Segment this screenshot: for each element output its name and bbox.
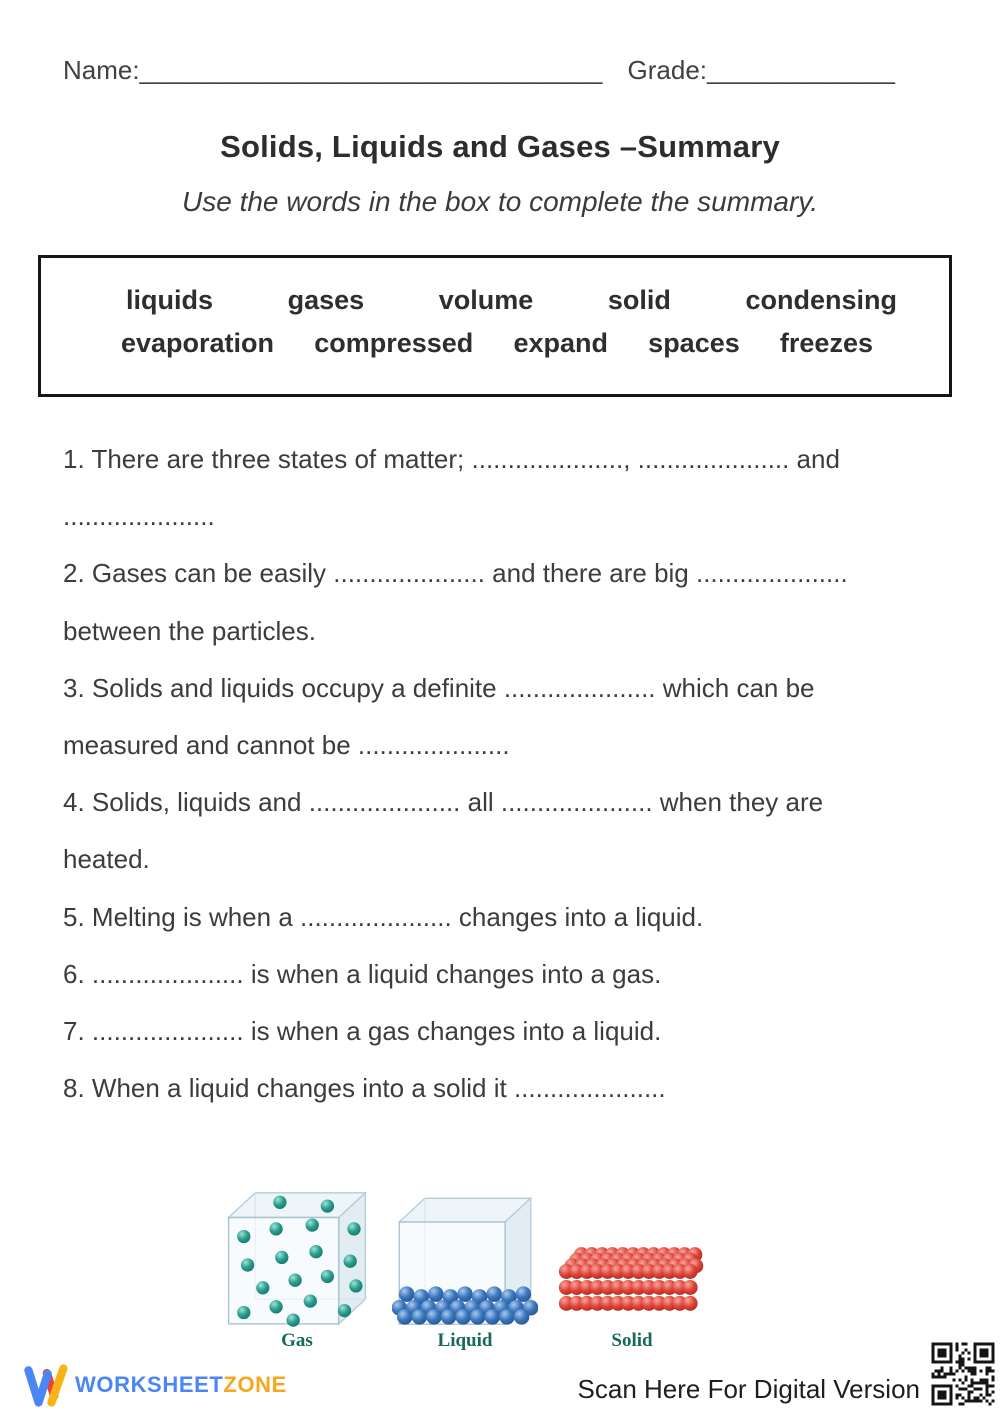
question-line: 3. Solids and liquids occupy a definite ..................... which can be xyxy=(63,672,815,703)
solid-particles-image xyxy=(557,1185,707,1328)
question-line: between the particles. xyxy=(63,615,316,646)
question-line: heated. xyxy=(63,844,150,875)
states-of-matter-diagram xyxy=(221,1183,707,1352)
word-bank-word: spaces xyxy=(648,328,740,358)
question-line: 8. When a liquid changes into a solid it ..................... xyxy=(63,1073,666,1104)
page-title: Solids, Liquids and Gases –Summary xyxy=(220,129,780,164)
word-bank-word: compressed xyxy=(314,328,474,358)
word-bank-word: liquids xyxy=(126,285,213,315)
question-line: 1. There are three states of matter; ....................., ..................... and xyxy=(63,444,840,474)
name-field xyxy=(63,55,602,86)
brand-name xyxy=(75,1374,287,1396)
gas-particles-image xyxy=(221,1183,373,1328)
qr-code-image xyxy=(929,1340,997,1408)
liquid-label: Liquid xyxy=(437,1330,493,1351)
name-label: Name: xyxy=(63,55,140,85)
name-blank-line: ________________________________ xyxy=(139,55,603,85)
word-bank-word: gases xyxy=(287,285,365,315)
question-line: 4. Solids, liquids and ..................... all ..................... when they are xyxy=(63,787,824,818)
word-bank-row-2 xyxy=(121,328,873,359)
qr-code xyxy=(929,1340,997,1408)
question-line: 2. Gases can be easily ..................... and there are big ..................... xyxy=(63,558,848,589)
header-row xyxy=(63,55,937,86)
worksheetzone-logo xyxy=(22,1362,287,1408)
gas-figure xyxy=(221,1183,373,1352)
grade-blank-line: _____________ xyxy=(707,55,895,85)
gas-label: Gas xyxy=(281,1330,313,1351)
word-bank-word: evaporation xyxy=(121,328,275,358)
brand-zone: ZONE xyxy=(223,1372,287,1397)
word-bank-box xyxy=(38,255,952,397)
word-bank-word: freezes xyxy=(779,328,873,358)
brand-worksheet: WORKSHEET xyxy=(75,1372,224,1397)
grade-field xyxy=(628,55,895,86)
liquid-particles-image xyxy=(392,1189,538,1328)
solid-label: Solid xyxy=(611,1330,653,1351)
question-line: 6. ..................... is when a liquid changes into a gas. xyxy=(63,958,662,989)
solid-figure xyxy=(557,1185,707,1352)
question-line: 7. ..................... is when a gas changes into a liquid. xyxy=(63,1015,662,1046)
word-bank-word: condensing xyxy=(745,285,897,315)
scan-instruction: Scan Here For Digital Version xyxy=(577,1374,920,1404)
word-bank-row-1 xyxy=(126,285,897,316)
word-bank-word: expand xyxy=(513,328,608,358)
grade-label: Grade: xyxy=(627,55,708,85)
worksheetzone-logo-icon xyxy=(22,1362,68,1408)
question-line: ..................... xyxy=(63,501,215,532)
question-line: 5. Melting is when a ..................... changes into a liquid. xyxy=(63,901,704,932)
liquid-figure xyxy=(392,1189,538,1352)
word-bank-word: solid xyxy=(607,285,671,315)
instruction-text: Use the words in the box to complete the summary. xyxy=(182,186,818,217)
questions-list xyxy=(63,431,949,1117)
question-line: measured and cannot be ..................... xyxy=(63,729,510,760)
word-bank-word: volume xyxy=(438,285,534,315)
